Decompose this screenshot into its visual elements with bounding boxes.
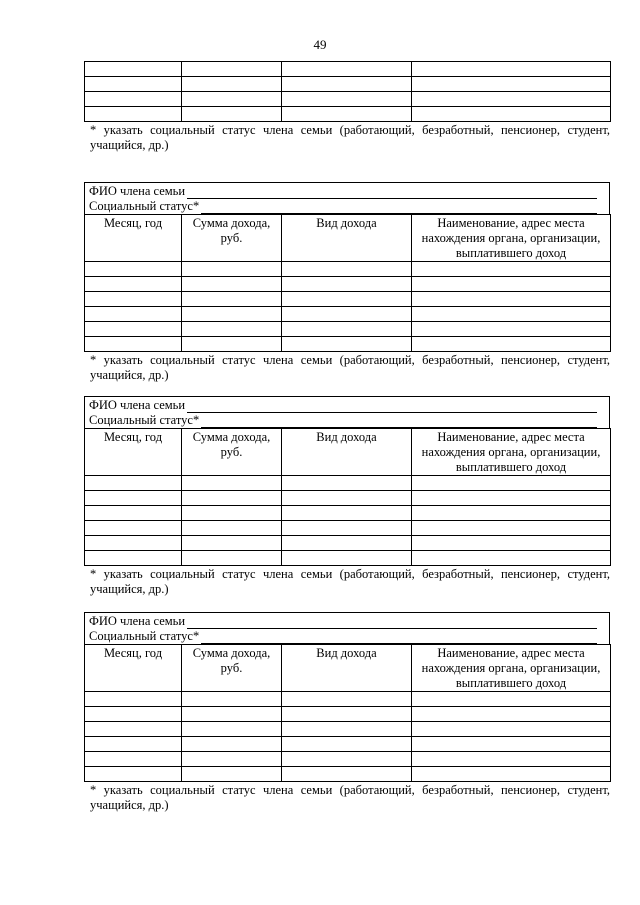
income-table bbox=[84, 428, 611, 566]
table-row bbox=[85, 476, 611, 491]
member-header bbox=[84, 182, 610, 214]
footnote: * указать социальный статус члена семьи (работающий, безработный, пенсионер, студент, учащийся, др.) bbox=[90, 783, 610, 812]
table-row bbox=[85, 722, 611, 737]
fio-label: ФИО члена семьи bbox=[89, 614, 186, 628]
table-row bbox=[85, 77, 611, 92]
income-table-continuation bbox=[84, 61, 610, 153]
fio-field[interactable] bbox=[187, 400, 597, 413]
table-row bbox=[85, 277, 611, 292]
member-header bbox=[84, 612, 610, 644]
table-row bbox=[85, 92, 611, 107]
col-org: Наименование, адрес места нахождения органа, организации, выплатившего доход bbox=[412, 429, 611, 476]
social-status-field[interactable] bbox=[201, 415, 597, 428]
table-row bbox=[85, 692, 611, 707]
income-table bbox=[84, 61, 611, 122]
footnote: * указать социальный статус члена семьи (работающий, безработный, пенсионер, студент, учащийся, др.) bbox=[90, 123, 610, 152]
table-row bbox=[85, 292, 611, 307]
member-header bbox=[84, 396, 610, 428]
col-sum: Сумма дохода, руб. bbox=[182, 215, 282, 262]
table-row bbox=[85, 536, 611, 551]
fio-label: ФИО члена семьи bbox=[89, 398, 186, 412]
social-status-label: Социальный статус* bbox=[89, 199, 200, 213]
footnote: * указать социальный статус члена семьи (работающий, безработный, пенсионер, студент, учащийся, др.) bbox=[90, 353, 610, 382]
table-row bbox=[85, 307, 611, 322]
social-status-field[interactable] bbox=[201, 631, 597, 644]
table-row bbox=[85, 322, 611, 337]
col-type: Вид дохода bbox=[282, 429, 412, 476]
page-number: 49 bbox=[313, 37, 327, 52]
fio-field[interactable] bbox=[187, 186, 597, 199]
family-member-block bbox=[84, 182, 610, 383]
table-row bbox=[85, 262, 611, 277]
family-member-block bbox=[84, 396, 610, 597]
table-header-row bbox=[85, 215, 611, 262]
social-status-label: Социальный статус* bbox=[89, 629, 200, 643]
table-row bbox=[85, 491, 611, 506]
fio-label: ФИО члена семьи bbox=[89, 184, 186, 198]
table-row bbox=[85, 62, 611, 77]
col-month: Месяц, год bbox=[85, 645, 182, 692]
table-header-row bbox=[85, 429, 611, 476]
table-row bbox=[85, 521, 611, 536]
table-row bbox=[85, 551, 611, 566]
col-sum: Сумма дохода, руб. bbox=[182, 645, 282, 692]
table-header-row bbox=[85, 645, 611, 692]
col-org: Наименование, адрес места нахождения органа, организации, выплатившего доход bbox=[412, 215, 611, 262]
col-org: Наименование, адрес места нахождения органа, организации, выплатившего доход bbox=[412, 645, 611, 692]
table-row bbox=[85, 767, 611, 782]
footnote: * указать социальный статус члена семьи (работающий, безработный, пенсионер, студент, учащийся, др.) bbox=[90, 567, 610, 596]
table-row bbox=[85, 107, 611, 122]
table-row bbox=[85, 737, 611, 752]
table-row bbox=[85, 506, 611, 521]
table-row bbox=[85, 752, 611, 767]
table-row bbox=[85, 707, 611, 722]
col-type: Вид дохода bbox=[282, 645, 412, 692]
table-row bbox=[85, 337, 611, 352]
col-month: Месяц, год bbox=[85, 215, 182, 262]
fio-field[interactable] bbox=[187, 616, 597, 629]
social-status-field[interactable] bbox=[201, 201, 597, 214]
income-table bbox=[84, 644, 611, 782]
income-table bbox=[84, 214, 611, 352]
social-status-label: Социальный статус* bbox=[89, 413, 200, 427]
col-month: Месяц, год bbox=[85, 429, 182, 476]
family-member-block bbox=[84, 612, 610, 813]
col-type: Вид дохода bbox=[282, 215, 412, 262]
col-sum: Сумма дохода, руб. bbox=[182, 429, 282, 476]
